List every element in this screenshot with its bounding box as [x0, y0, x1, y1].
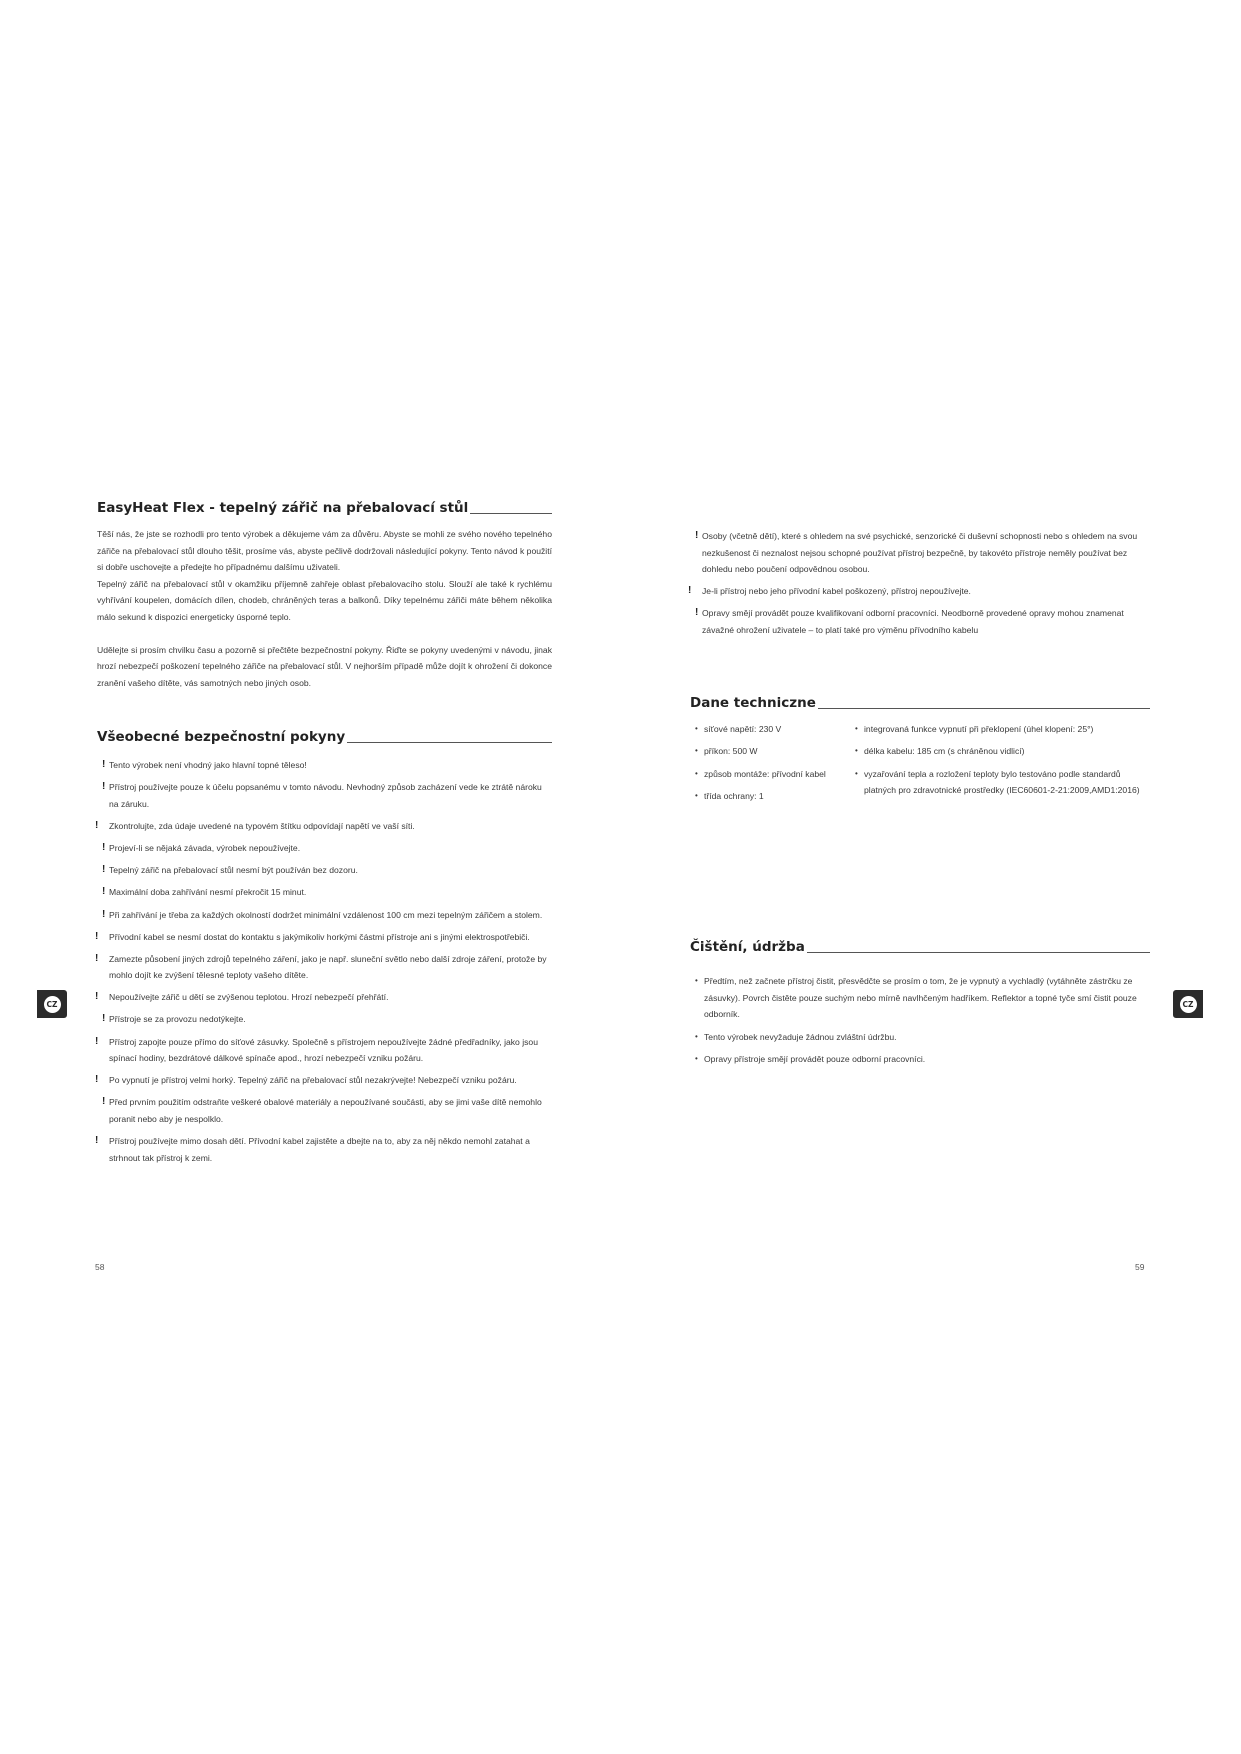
- spec-item: [850, 766, 1150, 799]
- warning-item: [97, 862, 552, 879]
- bullet-icon: •: [695, 768, 698, 778]
- warning-text: Je-li přístroj nebo jeho přívodní kabel poškozený, přístroj nepoužívejte.: [702, 586, 971, 597]
- care-text: Tento výrobek nevyžaduje žádnou zvláštní údržbu.: [704, 1031, 897, 1042]
- bullet-icon: •: [695, 1054, 698, 1064]
- language-tab-left: [37, 990, 67, 1018]
- warning-icon: !: [102, 759, 106, 771]
- intro-paragraph: Těší nás, že jste se rozhodli pro tento výrobek a děkujeme vám za důvěru. Abyste se mohli ze svého nového tepelného zářiče na přebalovací stůl dlouho těšit, prosíme vás, abyste pečlivě dodržovali následující pokyny. Tento návod k použití si dobře uschovejte a předejte ho případnému dalšímu uživateli.: [97, 529, 552, 573]
- warning-text: Zkontrolujte, zda údaje uvedené na typovém štítku odpovídají napětí ve vaší síti.: [109, 821, 415, 832]
- warning-icon: !: [95, 1074, 99, 1086]
- left-page: [97, 500, 552, 1166]
- warning-text: Přístroj používejte mimo dosah dětí. Přívodní kabel zajistěte a dbejte na to, aby za něj někdo nemohl zatahat a strhnout tak přístroj k zemi.: [109, 1136, 530, 1163]
- title-rule: [470, 513, 552, 514]
- warning-item: [97, 1094, 552, 1127]
- warning-text: Při zahřívání je třeba za každých okolností dodržet minimální vzdálenost 100 cm mezi tepelným zářičem a stolem.: [109, 909, 543, 920]
- warning-item: [690, 528, 1150, 578]
- warning-icon: !: [95, 1035, 99, 1047]
- warning-item: [97, 840, 552, 857]
- warning-item: [97, 951, 552, 984]
- title-rule: [347, 742, 552, 743]
- warning-icon: !: [95, 930, 99, 942]
- warning-text: Tento výrobek není vhodný jako hlavní topné těleso!: [109, 760, 307, 771]
- warning-icon: !: [688, 585, 692, 597]
- warning-icon: !: [102, 1013, 106, 1025]
- warning-item: [97, 989, 552, 1006]
- spec-item: [850, 721, 1150, 738]
- warning-text: Opravy smějí provádět pouze kvalifikovaní odborní pracovníci. Neodborně provedené opravy mohou znamenat závažné ohrožení uživatele – to platí také pro výměnu přívodního kabelu: [702, 608, 1124, 635]
- warning-icon: !: [102, 864, 106, 876]
- bullet-icon: •: [695, 723, 698, 733]
- intro-title-text: EasyHeat Flex - tepelný zářič na přebalovací stůl: [97, 500, 469, 516]
- warning-text: Přívodní kabel se nesmí dostat do kontaktu s jakýmikoliv horkými částmi přístroje ani s jinými elektrospotřebiči.: [109, 931, 530, 942]
- warning-icon: !: [695, 607, 699, 619]
- warning-text: Osoby (včetně dětí), které s ohledem na své psychické, senzorické či duševní schopnosti nebo s ohledem na svou nezkušenost či neznalost nejsou schopné používat přístroj bezpečně, by takovéto přístroje neměly používat bez dohledu nebo poučení odpovědnou osobou.: [702, 531, 1138, 575]
- warning-text: Přístroje se za provozu nedotýkejte.: [109, 1014, 246, 1025]
- safety-title: [97, 729, 552, 745]
- warning-text: Po vypnutí je přístroj velmi horký. Tepelný zářič na přebalovací stůl nezakrývejte! Nebezpečí vzniku požáru.: [109, 1075, 517, 1086]
- warning-item: [97, 1011, 552, 1028]
- safety-list-continued: [690, 528, 1150, 639]
- safety-title-text: Všeobecné bezpečnostní pokyny: [97, 729, 346, 746]
- spec-text: příkon: 500 W: [704, 746, 758, 757]
- spec-text: způsob montáže: přívodní kabel: [704, 768, 826, 779]
- page-number-right: 59: [1135, 1262, 1145, 1272]
- warning-icon: !: [695, 530, 699, 541]
- warning-text: Projeví-li se nějaká závada, výrobek nepoužívejte.: [109, 843, 301, 854]
- warning-item: [97, 907, 552, 924]
- tech-specs-right: [850, 721, 1150, 811]
- intro-title: [97, 500, 552, 516]
- language-badge: CZ: [1180, 996, 1197, 1013]
- warning-text: Tepelný zářič na přebalovací stůl nesmí být používán bez dozoru.: [109, 865, 358, 876]
- spec-item: [690, 721, 850, 738]
- spec-item: [690, 743, 850, 760]
- warning-item: [97, 929, 552, 946]
- warning-icon: !: [102, 842, 106, 854]
- language-badge: CZ: [44, 996, 61, 1013]
- spec-item: [850, 743, 1150, 760]
- care-text: Opravy přístroje smějí provádět pouze odborní pracovníci.: [704, 1054, 926, 1065]
- warning-item: [690, 583, 1150, 600]
- warning-text: Maximální doba zahřívání nesmí překročit 15 minut.: [109, 887, 307, 898]
- warning-item: [690, 605, 1150, 638]
- spec-text: třída ochrany: 1: [704, 791, 764, 802]
- page-number-left: 58: [95, 1262, 105, 1272]
- bullet-icon: •: [855, 768, 858, 778]
- title-rule: [818, 708, 1150, 709]
- warning-text: Přístroj zapojte pouze přímo do síťové zásuvky. Společně s přístrojem nepoužívejte žádné předřadníky, jako jsou spínací hodiny, bezdrátové dálkové spínače apod., hrozí nebezpečí vzniku požáru.: [109, 1036, 538, 1064]
- bullet-icon: •: [695, 746, 698, 756]
- warning-item: [97, 1034, 552, 1067]
- spec-item: [690, 766, 850, 783]
- warning-item: [97, 1072, 552, 1089]
- spec-text: vyzařování tepla a rozložení teploty bylo testováno podle standardů platných pro zdravotnické prostředky (IEC60601-2-21:2009,AMD1:2016): [864, 768, 1140, 796]
- care-text: Předtím, než začnete přístroj čistit, přesvědčte se prosím o tom, že je vypnutý a vychladlý (vytáhněte zástrčku ze zásuvky). Povrch čistěte pouze suchým nebo mírně navlhčeným hadříkem. Reflektor a topné tyče smí čistit pouze odborník.: [704, 975, 1137, 1020]
- warning-icon: !: [102, 1096, 106, 1108]
- tech-title-text: Dane techniczne: [690, 694, 816, 711]
- warning-icon: !: [95, 991, 99, 1003]
- bullet-icon: •: [695, 791, 698, 801]
- intro-paragraph: Udělejte si prosím chvilku času a pozorně si přečtěte bezpečnostní pokyny. Řiďte se pokyny uvedenými v návodu, jinak hrozí nebezpečí poškození tepelného zářiče na přebalovací stůl. V nejhorším případě může dojít k ohrožení či dokonce zranění vašeho dítěte, vás samotných nebo jiných osob.: [97, 644, 552, 688]
- title-rule: [807, 952, 1150, 953]
- warning-item: [97, 1133, 552, 1166]
- warning-item: [97, 779, 552, 812]
- warning-text: Nepoužívejte zářič u dětí se zvýšenou teplotou. Hrozí nebezpečí přehřátí.: [109, 992, 389, 1003]
- warning-item: [97, 818, 552, 835]
- warning-icon: !: [102, 886, 106, 898]
- safety-list: [97, 757, 552, 1166]
- care-item: [690, 1051, 1150, 1068]
- warning-item: [97, 757, 552, 774]
- care-title: [690, 939, 1150, 955]
- warning-icon: !: [95, 1135, 99, 1147]
- warning-icon: !: [102, 908, 106, 920]
- warning-item: [97, 884, 552, 901]
- right-page: [690, 528, 1150, 1068]
- spec-item: [690, 788, 850, 805]
- bullet-icon: •: [695, 1031, 698, 1041]
- bullet-icon: •: [855, 746, 858, 756]
- care-title-text: Čištění, údržba: [690, 938, 805, 955]
- intro-paragraph: Tepelný zářič na přebalovací stůl v okamžiku příjemně zahřeje oblast přebalovacího stolu. Slouží ale také k rychlému vyhřívání koupelen, domácích dílen, chodeb, chráněných teras a balkonů. Díky tepelnému zářiči máte během několika málo sekund k dispozici energeticky úsporné teplo.: [97, 578, 552, 622]
- warning-text: Zamezte působení jiných zdrojů tepelného záření, jako je např. sluneční světlo nebo další zdroje záření, protože by mohlo dojít ke zvýšení tělesné teploty vašeho dítěte.: [109, 953, 547, 981]
- warning-text: Před prvním použitím odstraňte veškeré obalové materiály a nepoužívané součásti, aby se jimi vaše dítě nemohlo poranit nebo aby je nespolklo.: [109, 1097, 542, 1124]
- bullet-icon: •: [695, 975, 698, 985]
- warning-icon: !: [95, 952, 99, 964]
- spec-text: síťové napětí: 230 V: [704, 723, 782, 734]
- bullet-icon: •: [855, 723, 858, 733]
- warning-icon: !: [102, 781, 106, 793]
- tech-specs: [690, 721, 1150, 811]
- care-item: [690, 1029, 1150, 1046]
- warning-icon: !: [95, 820, 99, 832]
- spec-text: délka kabelu: 185 cm (s chráněnou vidlicí): [864, 746, 1025, 757]
- spec-text: integrovaná funkce vypnutí při překlopení (úhel klopení: 25°): [864, 723, 1094, 734]
- tech-specs-left: [690, 721, 850, 811]
- language-tab-right: [1173, 990, 1203, 1018]
- care-list: [690, 973, 1150, 1068]
- warning-text: Přístroj používejte pouze k účelu popsanému v tomto návodu. Nevhodný způsob zacházení vede ke ztrátě nároku na záruku.: [109, 782, 542, 810]
- tech-title: [690, 695, 1150, 711]
- care-item: [690, 973, 1150, 1023]
